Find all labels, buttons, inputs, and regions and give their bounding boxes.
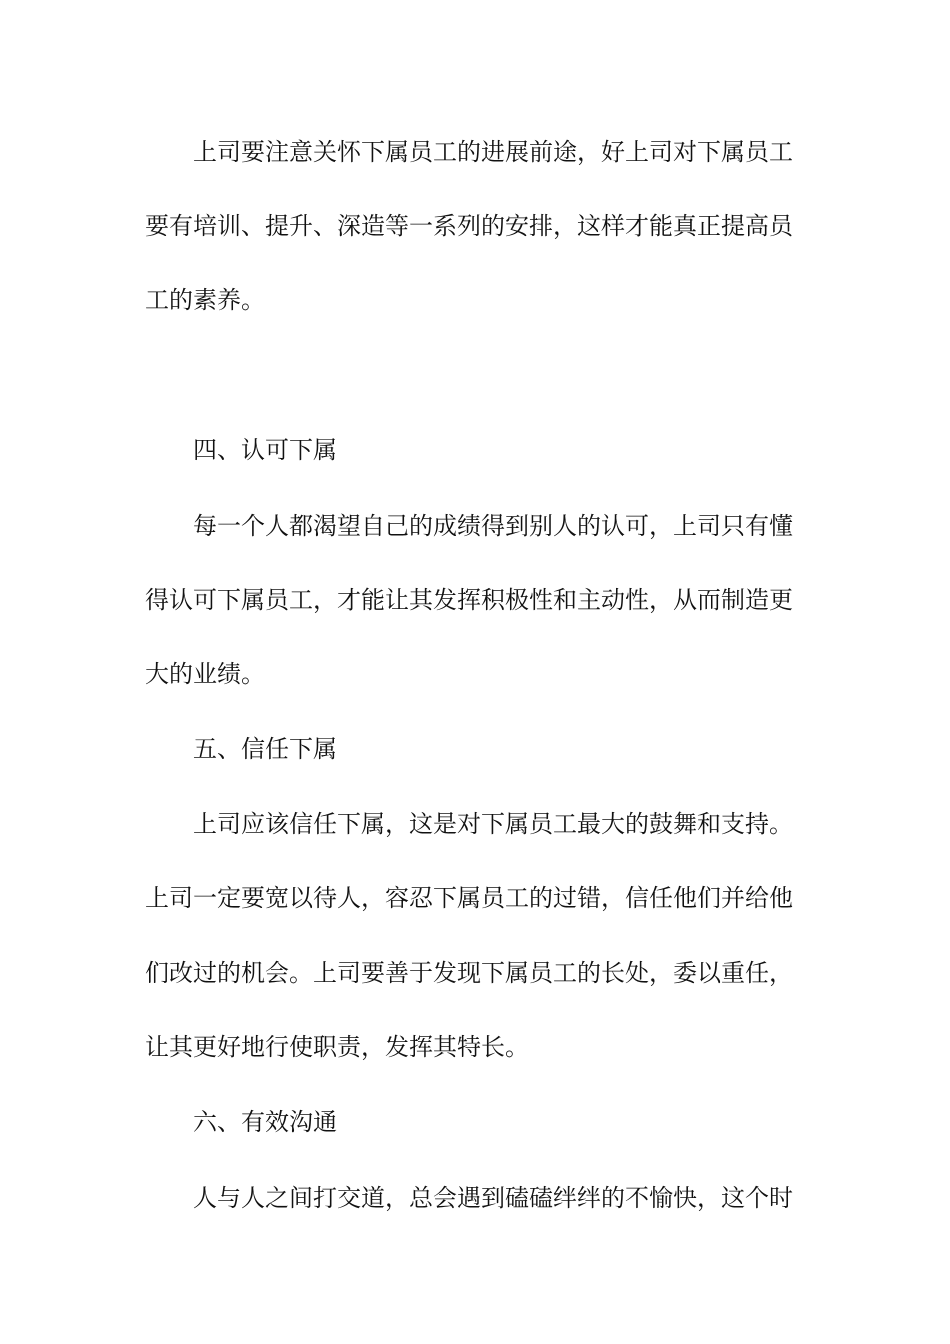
paragraph-line: 们改过的机会。上司要善于发现下属员工的长处，委以重任， xyxy=(145,959,793,987)
paragraph-line: 大的业绩。 xyxy=(145,660,265,688)
paragraph-line: 每一个人都渴望自己的成绩得到别人的认可，上司只有懂 xyxy=(193,512,793,540)
paragraph-line: 上司应该信任下属，这是对下属员工最大的鼓舞和支持。 xyxy=(193,810,793,838)
paragraph-line: 得认可下属员工，才能让其发挥积极性和主动性，从而制造更 xyxy=(145,586,793,614)
paragraph-line: 上司要注意关怀下属员工的进展前途，好上司对下属员工 xyxy=(193,138,793,166)
section-heading: 五、信任下属 xyxy=(193,735,337,763)
paragraph-line: 上司一定要宽以待人，容忍下属员工的过错，信任他们并给他 xyxy=(145,884,793,912)
section-heading: 六、有效沟通 xyxy=(193,1108,337,1136)
section-heading: 四、认可下属 xyxy=(193,436,337,464)
paragraph-line: 让其更好地行使职责，发挥其特长。 xyxy=(145,1033,529,1061)
paragraph-line: 工的素养。 xyxy=(145,286,265,314)
paragraph-line: 要有培训、提升、深造等一系列的安排，这样才能真正提高员 xyxy=(145,212,793,240)
paragraph-line: 人与人之间打交道，总会遇到磕磕绊绊的不愉快，这个时 xyxy=(193,1184,793,1212)
